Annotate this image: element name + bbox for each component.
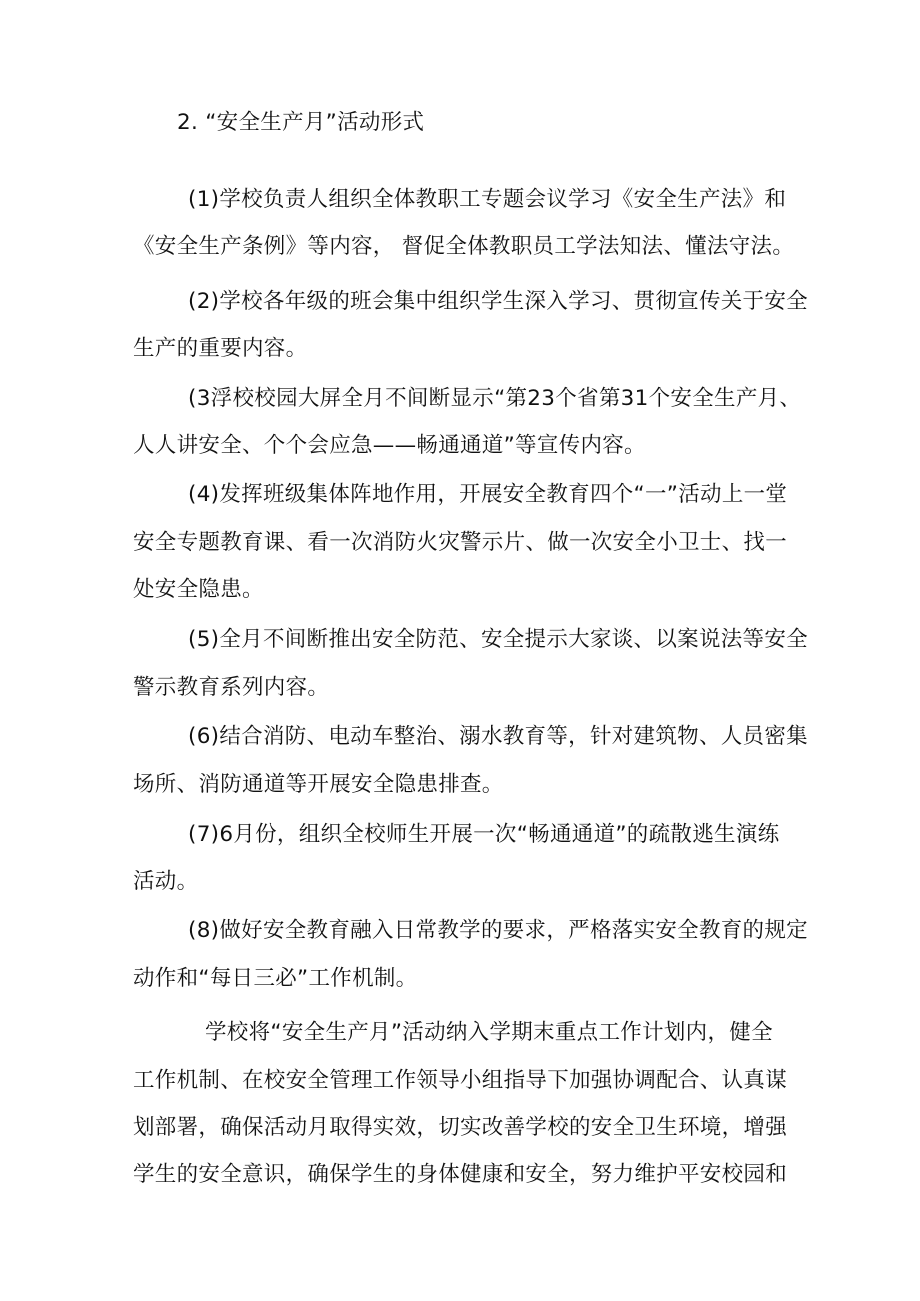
item-8-line-2: 动作和“每日三必”工作机制。 xyxy=(133,966,418,991)
item-1-line-1: (1)学校负责人组织全体教职工专题会议学习《安全生产法》和 xyxy=(188,187,787,212)
item-2-line-2: 生产的重要内容。 xyxy=(133,336,308,361)
item-6-line-2: 场所、消防通道等开展安全隐患排查。 xyxy=(133,772,504,797)
item-3-line-1: (3浮校校园大屏全月不间断显示“第23个省第31个安全生产月、 xyxy=(188,386,802,411)
item-4-line-2: 安全专题教育课、看一次消防火灾警示片、做一次安全小卫士、找一 xyxy=(133,530,788,555)
summary-line-1: 学校将“安全生产月”活动纳入学期末重点工作计划内，健全 xyxy=(205,1020,773,1045)
item-4-line-3: 处安全隐患。 xyxy=(133,577,264,602)
item-7-line-2: 活动。 xyxy=(133,869,199,894)
item-2-line-1: (2)学校各年级的班会集中组织学生深入学习、贯彻宣传关于安全 xyxy=(188,289,808,314)
item-1-line-2: 《安全生产条例》等内容， 督促全体教职员工学法知法、懂法守法。 xyxy=(133,234,795,259)
summary-line-4: 学生的安全意识，确保学生的身体健康和安全，努力维护平安校园和 xyxy=(133,1162,788,1187)
summary-line-3: 划部署，确保活动月取得实效，切实改善学校的安全卫生环境，增强 xyxy=(133,1115,788,1140)
section-heading: 2. “安全生产月”活动形式 xyxy=(177,110,425,135)
item-5-line-2: 警示教育系列内容。 xyxy=(133,675,330,700)
item-5-line-1: (5)全月不间断推出安全防范、安全提示大家谈、以案说法等安全 xyxy=(188,627,808,652)
summary-line-2: 工作机制、在校安全管理工作领导小组指导下加强协调配合、认真谋 xyxy=(133,1068,788,1093)
item-6-line-1: (6)结合消防、电动车整治、溺水教育等，针对建筑物、人员密集 xyxy=(188,724,808,749)
item-8-line-1: (8)做好安全教育融入日常教学的要求，严格落实安全教育的规定 xyxy=(188,918,808,943)
item-7-line-1: (7)6月份，组织全校师生开展一次“畅通通道”的疏散逃生演练 xyxy=(188,822,780,847)
item-3-line-2: 人人讲安全、个个会应急——畅通通道”等宣传内容。 xyxy=(133,433,646,458)
item-4-line-1: (4)发挥班级集体阵地作用，开展安全教育四个“一”活动上一堂 xyxy=(188,482,788,507)
